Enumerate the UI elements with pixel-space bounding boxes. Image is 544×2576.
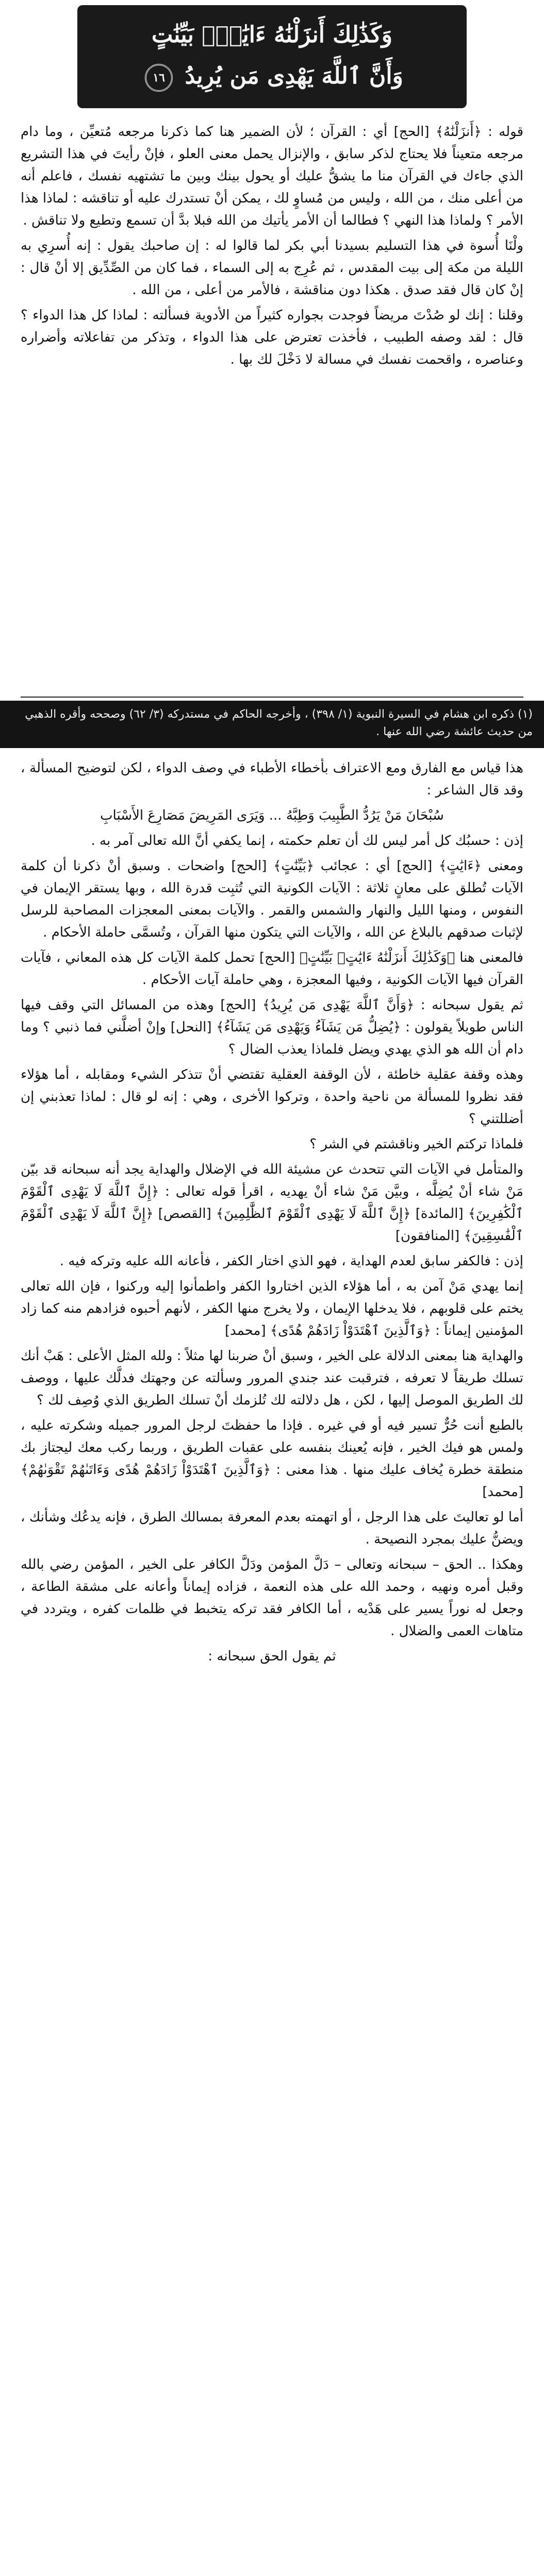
footnote-divider	[21, 697, 523, 698]
paragraph: بالطبع أنت حُرٌّ تسير فيه أو في غيره . فإذا ما حفظتَ لرجل المرور جميله وشكرته عليه ، ولمس هو فيك الخير ، فإنه يُعينك بنفسه على عقبات الطريق ، وربما ركب معك ليجتاز بك منطقة خطرة يُخاف عليك منها . هذا معنى : ﴿وَٱلَّذِينَ ٱهْتَدَوْاْ زَادَهُمْ هُدًى وَءَاتَىٰهُمْ تَقْوَىٰهُمْ﴾ [محمد]	[21, 1418, 523, 1500]
paragraph: ومعنى ﴿ءَايَٰتٍ﴾ [الحج] أي : عجائب ﴿بَيِّنَٰتٍ﴾ [الحج] واضحات . وسبق أنْ ذكرنا أن كلمة الآيات تُطلق على معانٍ ثلاثة : الآيات الكونية التي تُثبِت قدرة الله ، وبها يستقر الإيمان في النفوس ، ومنها الليل والنهار والشمس والقمر . والآيات بمعنى المعجزات المصاحبة للرسل لإثبات صدقهم بالبلاغ عن الله ، والآيات التي يتكون منها القرآن ، وتُسمَّى حاملة الأحكام .	[21, 858, 523, 940]
footnote-text: (١) ذكره ابن هشام في السيرة النبوية (١/ ٣٩٨) ، وأخرجه الحاكم في مستدركه (٣/ ٦٢) وصححه وأقره الذهبي من حديث عائشة رضي الله عنها .	[25, 708, 533, 738]
ayah-number-badge: ١٦	[145, 64, 173, 92]
top-verse-line-1: وَكَذَٰلِكَ أَنزَلْنَٰهُ ءَايَٰتٍۭ بَيِّنَٰتٍ	[151, 22, 393, 48]
paragraph: فلماذا تركتم الخير وناقشتم في الشر ؟	[309, 1137, 523, 1152]
commentary-section-2	[21, 757, 523, 2576]
paragraph: إذن : حسبُك كل أمر ليس لك أن تعلم حكمته ، إنما يكفي أنَّ الله تعالى آمر به .	[91, 833, 523, 849]
paragraph: وقلنا : إنك لو صُدْتَ مريضاً فوجدت بجواره كثيراً من الأدوية فسألته : لماذا كل هذا الدواء ؟ قال : لقد وصفه الطبيب ، فأخذت تعترض على هذا الدواء ، وتذكر من تفاعلاته وأضراره وعناصره ، واقحمت نفسك في مسالة لا دَخْلَ لك بها .	[21, 308, 523, 367]
top-verse-line-2-text: وَأَنَّ ٱللَّهَ يَهْدِى مَن يُرِيدُ	[185, 63, 403, 89]
footnote-bar	[0, 701, 544, 748]
paragraph: أما لو تعاليتَ على هذا الرجل ، أو اتهمته بعدم المعرفة بمسالك الطرق ، فإنه يدعُك وشأنك ، ويضنُّ عليك بمجرد النصيحة .	[21, 1510, 523, 1547]
paragraph: ثم يقول سبحانه : ﴿وَأَنَّ ٱللَّهَ يَهْدِى مَن يُرِيدُ﴾ [الحج] وهذه من المسائل التي وقف فيها الناس طويلاً يقولون : ﴿يُضِلُّ مَن يَشَآءُ وَيَهْدِى مَن يَشَآءُ﴾ [النحل] وإنْ أضلَّني فما ذنبي ؟ وما دام أن الله هو الذي يهدي ويضل فلماذا يعذب الضال ؟	[21, 997, 523, 1057]
commentary-section-1	[21, 121, 523, 693]
poetry-verse: سُبْحَانَ مَنْ يَرُدُّ الطَّبِيبَ وَطِبَّهُ ... وَيَرَى المَرِيضَ مَصَارِعَ الأَسْبَابِ	[100, 808, 444, 823]
paragraph: وهكذا .. الحق – سبحانه وتعالى – دَلَّ المؤمن ودَلَّ الكافر على الخير ، المؤمن رضي بالله وقبل أمره ونهيه ، وحمد الله على هذه النعمة ، فزاده إيماناً وأعانه على مشقة الطاعة ، وجعل له نوراً يسير على هَدْيه ، أما الكافر فقد تركه يتخبط في ظلمات كفره ، ويتردد في متاهات العمى والضلال .	[21, 1557, 523, 1639]
paragraph: والمتأمل في الآيات التي تتحدث عن مشيئة الله في الإضلال والهداية يجد أنه سبحانه قد بيّن مَنْ شاء أنْ يُضِلَّه ، وبيَّن مَنْ شاء أنْ يهديه ، اقرأ قوله تعالى : ﴿إِنَّ ٱللَّهَ لَا يَهْدِى ٱلْقَوْمَ ٱلْكَٰفِرِينَ﴾ [المائدة] ﴿إِنَّ ٱللَّهَ لَا يَهْدِى ٱلْقَوْمَ ٱلظَّٰلِمِينَ﴾ [القصص] ﴿إِنَّ ٱللَّهَ لَا يَهْدِى ٱلْقَوْمَ ٱلْفَٰسِقِينَ﴾ [المنافقون]	[21, 1162, 523, 1244]
top-verse-line-2	[98, 56, 446, 97]
paragraph: إذن : فالكفر سابق لعدم الهداية ، فهو الذي اختار الكفر ، فأعانه الله عليه وتركه فيه .	[59, 1253, 523, 1269]
paragraph: والهداية هنا بمعنى الدلالة على الخير ، وسبق أنْ ضربنا لها مثلاً : ولله المثل الأعلى : هَبْ أنك تسلك طريقاً لا تعرفه ، فترقبت عند جندي المرور وسألته عن وجهتك فدلَّك عليها ، ووصف لك الطريق الموصل إليها ، لكن ، هل دلالته لك تُلزمك أنْ تسلك الطريق الذي وُصِف لك ؟	[21, 1348, 523, 1408]
paragraph: قوله : ﴿أَنزَلْنَٰهُ﴾ [الحج] أي : القرآن ؛ لأن الضمير هنا كما ذكرنا مرجعه مُتعيِّن ، وما دام مرجعه متعيناً فلا يحتاج لذكر سابق ، والإنزال يحمل معنى العلو ، فإنْ رأيتَ في هذا التشريع الذي جاءك في القرآن منا ما يشقُّ عليك أو يحول بينك وبين ما تشتهيه نفسك ، فاعلم أنه من أعلى منك ، من الله ، وليس من مُساوٍ لك ، يمكن أنْ تستدرك عليه أو تناقشه : لماذا هذا الأمر ؟ ولماذا هذا النهي ؟ فطالما أن الأمر يأتيك من الله فبلا بدَّ أن تسمع وتطيع ولا تناقش .	[21, 124, 523, 228]
paragraph: إنما يهدي مَنْ آمن به ، أما هؤلاء الذين اختاروا الكفر واطمأنوا إليه وركنوا ، فإن الله تعالى يختم على قلوبهم ، فلا يدخلها الإيمان ، ولا يخرج منها الكفر ، لأنهم أحبوه فزادهم منه كما زاد المؤمنين إيماناً : ﴿وَٱلَّذِينَ ٱهْتَدَوْاْ زَادَهُمْ هُدًى﴾ [محمد]	[21, 1279, 523, 1338]
paragraph: فالمعنى هنا ﴿وَكَذَٰلِكَ أَنزَلْنَٰهُ ءَايَٰتٍۭ بَيِّنَٰتٍ﴾ [الحج] تحمل كلمة الآيات كل هذه المعاني ، فآيات القرآن فيها الآيات الكونية ، وفيها المعجزة ، وهي حاملة آيات الأحكام .	[21, 950, 523, 988]
top-verse-banner	[77, 5, 467, 108]
paragraph: ثم يقول الحق سبحانه :	[208, 1649, 336, 1664]
paragraph: هذا قياس مع الفارق ومع الاعتراف بأخطاء الأطباء في وصف الدواء ، لكن لتوضيح المسألة ، وقد قال الشاعر :	[21, 760, 523, 798]
paragraph: وهذه وقفة عقلية خاطئة ، لأن الوقفة العقلية تقتضي أنْ تتذكر الشيء ومقابله ، أما هؤلاء فقد نظروا للمسألة من ناحية واحدة ، وتركوا الأخرى ، وهي : إنه لو قال : لماذا تعذبني إن أضللتني ؟	[21, 1067, 523, 1127]
paragraph: ولْنَا أُسوة في هذا التسليم بسيدنا أبي بكر لما قالوا له : إن صاحبك يقول : إنه أُسرِي به الليلة من مكة إلى بيت المقدس ، ثم عُرِج به إلى السماء ، فما كان من الصِّدِّيق إلا أنْ قال : إنْ كان قال فقد صدق . هكذا دون مناقشة ، فالأمر من أعلى ، من الله .	[21, 238, 523, 298]
